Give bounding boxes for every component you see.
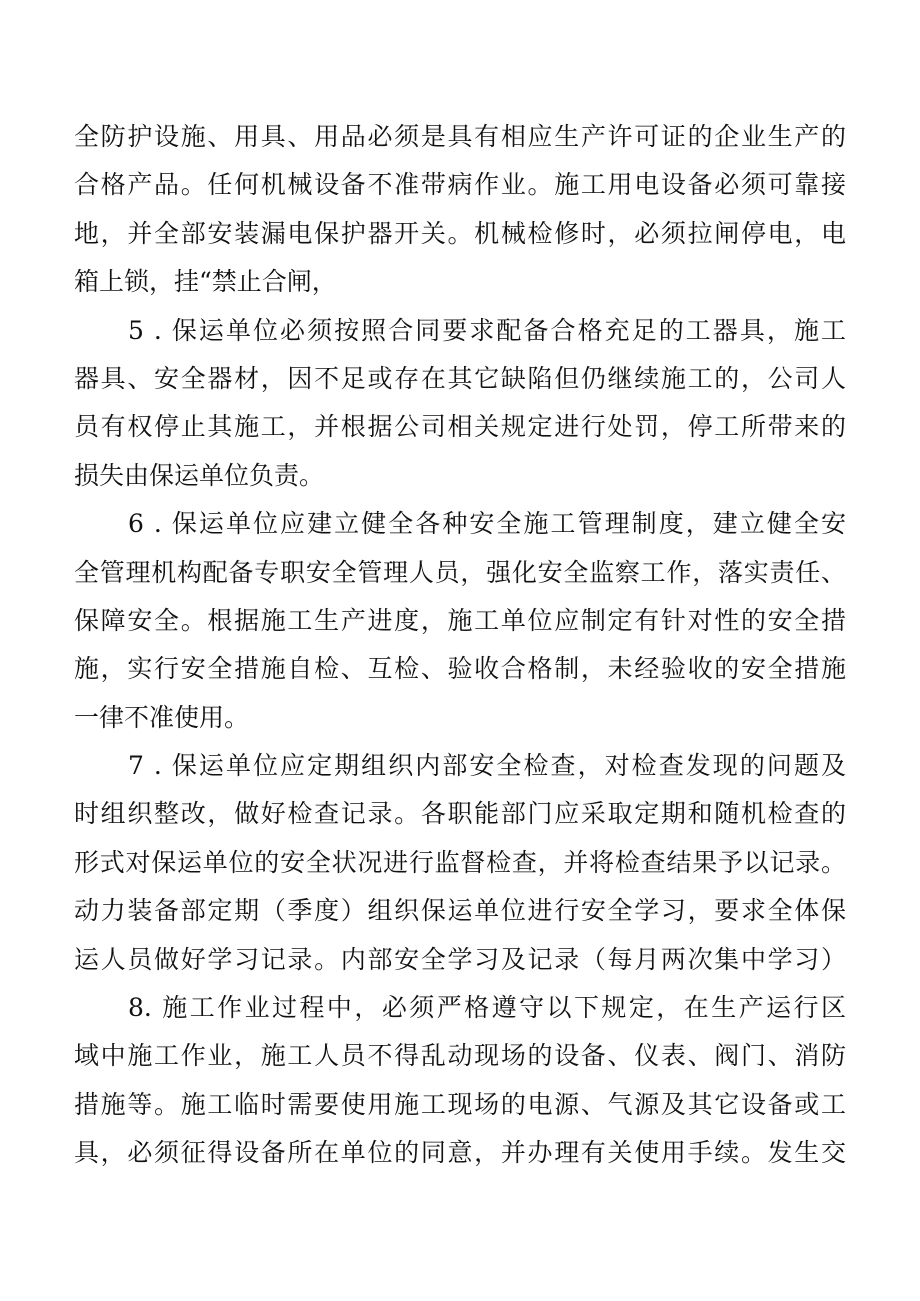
paragraph-7-first-line: 7 . 保运单位应定期组织内部安全检查，对检查发现的问题及: [128, 751, 846, 781]
text-line: 具，必须征得设备所在单位的同意，并办理有关使用手续。发生交: [74, 1138, 846, 1168]
paragraph-6-first-line: 6 . 保运单位应建立健全各种安全施工管理制度，建立健全安: [128, 509, 846, 539]
text-line: 运人员做好学习记录。内部安全学习及记录（每月两次集中学习）: [74, 944, 846, 974]
text-line: 全防护设施、用具、用品必须是具有相应生产许可证的企业生产的: [74, 122, 846, 151]
text-line: 时组织整改，做好检查记录。各职能部门应采取定期和随机检查的: [74, 799, 846, 829]
paragraph-8-first-line: 8. 施工作业过程中，必须严格遵守以下规定，在生产运行区: [128, 993, 846, 1023]
text-line: 形式对保运单位的安全状况进行监督检查，并将检查结果予以记录。: [74, 847, 846, 877]
text-line: 地，并全部安装漏电保护器开关。机械检修时，必须拉闸停电，电: [74, 218, 846, 248]
text-line: 一律不准使用。: [74, 702, 250, 732]
text-line: 动力装备部定期（季度）组织保运单位进行安全学习，要求全体保: [74, 896, 846, 926]
text-line: 全管理机构配备专职安全管理人员，强化安全监察工作，落实责任、: [74, 557, 846, 587]
text-line: 域中施工作业，施工人员不得乱动现场的设备、仪表、阀门、消防: [74, 1041, 846, 1071]
text-line: 损失由保运单位负责。: [74, 460, 325, 490]
text-line: 措施等。施工临时需要使用施工现场的电源、气源及其它设备或工: [74, 1089, 846, 1119]
text-line: 员有权停止其施工，并根据公司相关规定进行处罚，停工所带来的: [74, 412, 846, 442]
text-line: 保障安全。根据施工生产进度，施工单位应制定有针对性的安全措: [74, 605, 846, 635]
text-line: 箱上锁，挂“禁止合闸，: [74, 267, 337, 297]
text-line: 器具、安全器材，因不足或存在其它缺陷但仍继续施工的，公司人: [74, 363, 846, 393]
text-line: 合格产品。任何机械设备不准带病作业。施工用电设备必须可靠接: [74, 170, 846, 200]
document-body: [74, 113, 846, 1178]
paragraph-5-first-line: 5 . 保运单位必须按照合同要求配备合格充足的工器具，施工: [128, 315, 846, 345]
text-line: 施，实行安全措施自检、互检、验收合格制，未经验收的安全措施: [74, 654, 846, 684]
